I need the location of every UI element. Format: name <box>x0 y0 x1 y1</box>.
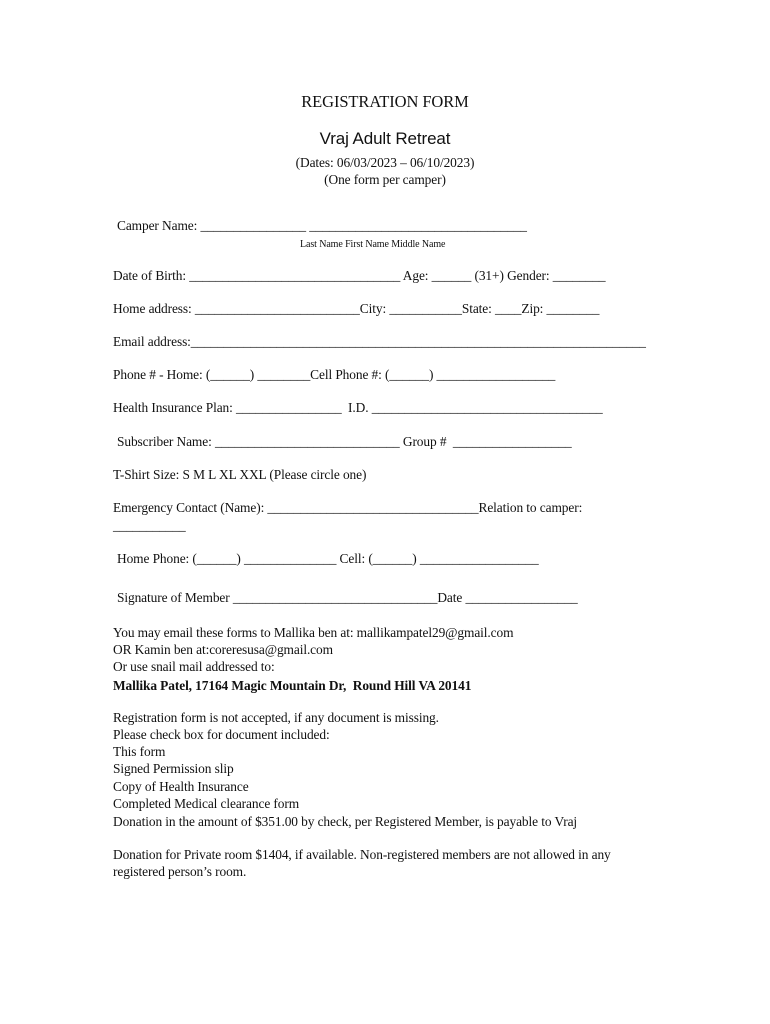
email-address-field: Email address:_____________________________________________________________________ <box>113 334 646 349</box>
document-item: Copy of Health Insurance <box>113 779 249 794</box>
documents-instruction: Please check box for document included: <box>113 727 330 742</box>
tshirt-size-field: T-Shirt Size: S M L XL XXL (Please circle one) <box>113 467 367 482</box>
relation-blank: ___________ <box>113 518 186 533</box>
private-room-note: Donation for Private room $1404, if available. Non-registered members are not allowed in any <box>113 847 611 862</box>
document-item: Completed Medical clearance form <box>113 796 300 811</box>
contact-mail-line: Or use snail mail addressed to: <box>113 659 275 674</box>
contact-alt-email-line: OR Kamin ben at:coreresusa@gmail.com <box>113 642 333 657</box>
form-title: REGISTRATION FORM <box>301 92 469 111</box>
health-insurance-field: Health Insurance Plan: ________________ I.D. ___________________________________ <box>113 400 603 415</box>
private-room-note-cont: registered person’s room. <box>113 864 247 879</box>
form-note: (One form per camper) <box>324 172 446 187</box>
document-item: Signed Permission slip <box>113 761 234 776</box>
mailing-address: Mallika Patel, 17164 Magic Mountain Dr, Round Hill VA 20141 <box>113 678 472 693</box>
emergency-contact-field: Emergency Contact (Name): ________________________________Relation to camper: <box>113 500 583 515</box>
signature-field: Signature of Member _______________________________Date _________________ <box>117 590 578 605</box>
camper-name-sublabel: Last Name First Name Middle Name <box>300 239 446 250</box>
documents-warning: Registration form is not accepted, if any document is missing. <box>113 710 439 725</box>
contact-email-line: You may email these forms to Mallika ben at: mallikampatel29@gmail.com <box>113 625 514 640</box>
subscriber-name-field: Subscriber Name: ____________________________ Group # __________________ <box>117 434 572 449</box>
home-address-field: Home address: _________________________City: ___________State: ____Zip: ________ <box>113 301 600 316</box>
document-item: Donation in the amount of $351.00 by check, per Registered Member, is payable to Vraj <box>113 814 578 829</box>
retreat-name: Vraj Adult Retreat <box>319 129 451 148</box>
emergency-phone-field: Home Phone: (______) ______________ Cell: (______) __________________ <box>117 551 539 566</box>
date-of-birth-field: Date of Birth: ________________________________ Age: ______ (31+) Gender: ________ <box>113 268 606 283</box>
phone-field: Phone # - Home: (______) ________Cell Phone #: (______) __________________ <box>113 367 556 382</box>
camper-name-field: Camper Name: ________________ _________________________________ <box>117 218 527 233</box>
retreat-dates: (Dates: 06/03/2023 – 06/10/2023) <box>295 155 475 170</box>
document-item: This form <box>113 744 166 759</box>
